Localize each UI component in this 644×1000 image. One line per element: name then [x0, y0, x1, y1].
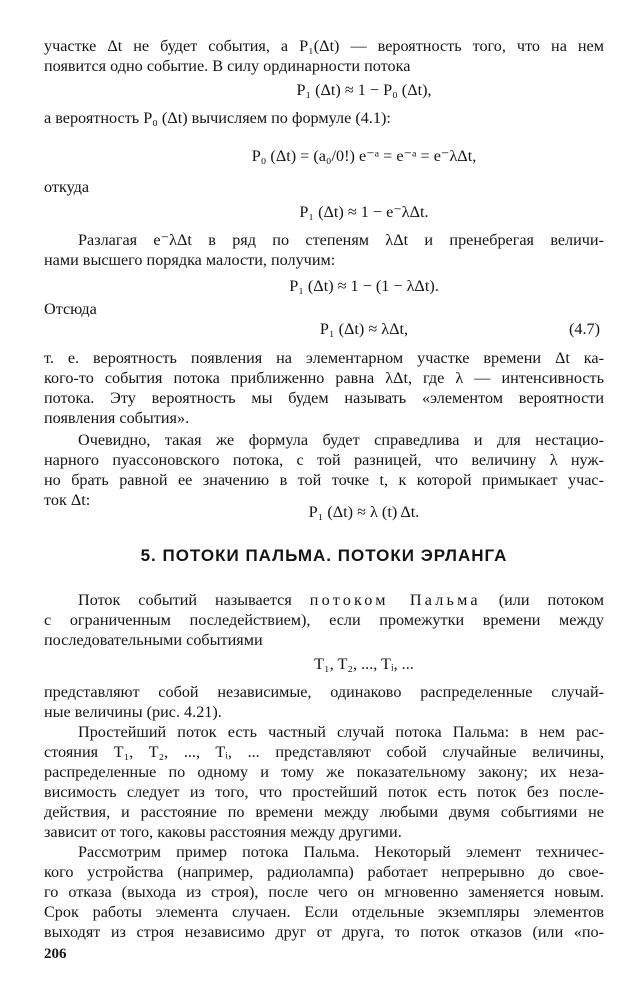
- text-line: кого устройства (например, радиолампа) работает непрерывно до свое-: [44, 863, 604, 881]
- text-line: т. е. вероятность появления на элементарном участке времени Δt ка-: [44, 349, 604, 367]
- formula: P₁ (Δt) ≈ λ (t) Δt.: [308, 503, 420, 521]
- text-line: с ограниченным последействием), если промежутки времени между: [44, 611, 604, 629]
- text-line: выходят из строя независимо друг от друга, то поток отказов (или «по-: [44, 923, 604, 941]
- text-line: ток Δt:: [44, 491, 91, 509]
- text-line: откуда: [44, 178, 90, 196]
- formula: P₁ (Δt) ≈ 1 − P₀ (Δt),: [296, 81, 432, 99]
- text-line: Поток событий называется потоком Пальма (или потоком: [78, 591, 605, 609]
- text-line: потока. Эту вероятность мы будем называть «элементом вероятности: [44, 389, 604, 407]
- text-line: последовательными событиями: [44, 631, 263, 649]
- text-line: а вероятность P₀ (Δt) вычисляем по формуле (4.1):: [44, 109, 391, 127]
- text-line: распределенные по одному и тому же показательному закону; их неза-: [44, 763, 604, 781]
- text-line: Разлагая e⁻λΔt в ряд по степеням λΔt и пренебрегая величи-: [78, 231, 604, 249]
- text-line: Отсюда: [44, 300, 97, 318]
- page-number: 206: [44, 946, 67, 962]
- text-line: го отказа (выхода из строя), после чего он мгновенно заменяется новым.: [44, 883, 604, 901]
- formula: P₁ (Δt) ≈ 1 − (1 − λΔt).: [289, 277, 439, 295]
- text-line: но брать равной ее значению в той точке t, к которой примыкает учас-: [44, 471, 604, 489]
- section-title: 5. ПОТОКИ ПАЛЬМА. ПОТОКИ ЭРЛАНГА: [140, 546, 508, 565]
- text-line: нами высшего порядка малости, получим:: [44, 251, 336, 269]
- text-line: появится одно событие. В силу ординарности потока: [44, 57, 411, 75]
- text-line: действия, и расстояние по времени между любыми двумя событиями не: [44, 803, 604, 821]
- text-line: участке Δt не будет события, а P₁(Δt) — вероятность того, что на нем: [44, 37, 604, 55]
- formula: P₁ (Δt) ≈ λΔt,: [319, 320, 409, 338]
- text-line: Срок работы элемента случаен. Если отдельные экземпляры элементов: [44, 903, 604, 921]
- formula: T₁, T₂, ..., Tᵢ, ...: [314, 655, 414, 673]
- formula: P₁ (Δt) ≈ 1 − e⁻λΔt.: [299, 203, 429, 221]
- text-line: нарного пуассоновского потока, с той разницей, что величину λ нуж-: [44, 451, 604, 469]
- formula: P₀ (Δt) = (a₀/0!) e⁻ᵃ = e⁻ᵃ = e⁻λΔt,: [251, 147, 477, 165]
- text-line: появления события».: [44, 409, 190, 427]
- text-line: Простейший поток есть частный случай потока Пальма: в нем рас-: [78, 723, 604, 741]
- text-line: висимость следует из того, что простейший поток есть поток без после-: [44, 783, 604, 801]
- emphasized-term: потоком Пальма: [309, 591, 481, 609]
- text-line: кого-то события потока приближенно равна λΔt, где λ — интенсивность: [44, 369, 604, 387]
- equation-number: (4.7): [568, 320, 600, 338]
- text-line: зависит от того, каковы расстояния между другими.: [44, 823, 402, 841]
- text-line: стояния T₁, T₂, ..., Tᵢ, ... представляют собой случайные величины,: [44, 743, 604, 761]
- text-line: представляют собой независимые, одинаково распределенные случай-: [44, 683, 604, 701]
- text-line: Рассмотрим пример потока Пальма. Некоторый элемент техничес-: [78, 843, 604, 861]
- text-line: Очевидно, такая же формула будет справедлива и для нестацио-: [78, 431, 604, 449]
- text-line: ные величины (рис. 4.21).: [44, 703, 222, 721]
